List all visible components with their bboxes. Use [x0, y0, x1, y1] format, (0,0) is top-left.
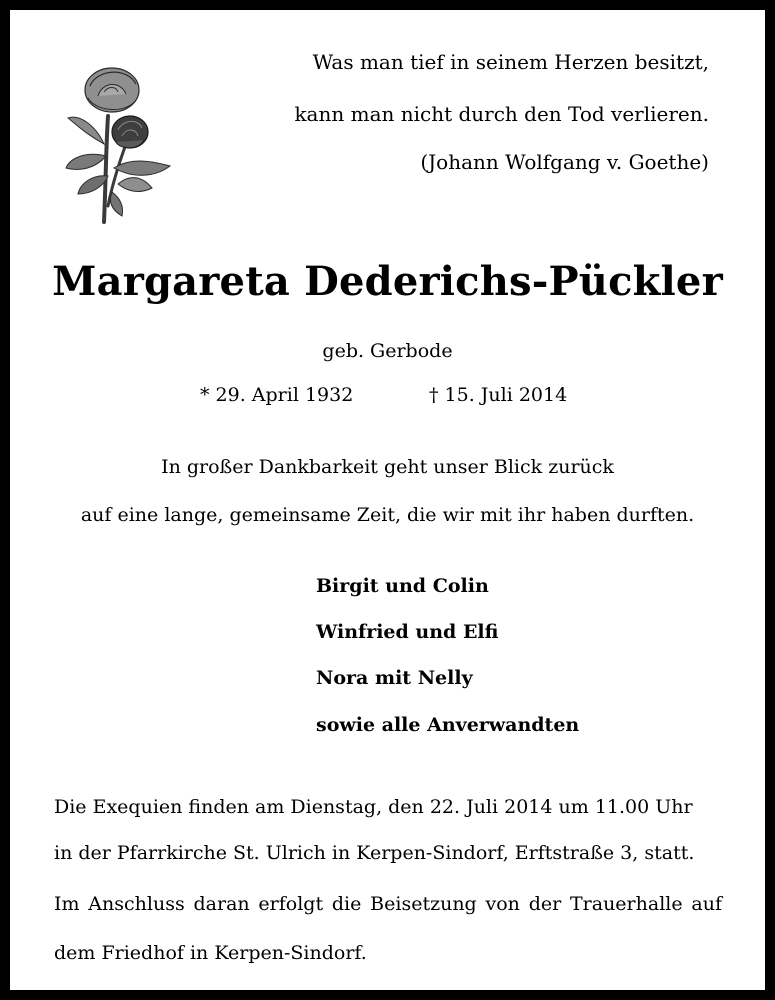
thanks-line-2: auf eine lange, gemeinsame Zeit, die wir mit ihr haben durften.	[80, 504, 695, 526]
birth-date: * 29. April 1932	[200, 384, 354, 406]
quote-author: (Johann Wolfgang v. Goethe)	[420, 150, 709, 174]
mourner-name: Birgit und Colin	[316, 575, 489, 597]
quote-line-2: kann man nicht durch den Tod verlieren.	[294, 102, 709, 126]
maiden-name: geb. Gerbode	[322, 340, 453, 362]
mourner-name: sowie alle Anverwandten	[316, 714, 580, 736]
mourner-name: Nora mit Nelly	[316, 667, 473, 689]
death-date: † 15. Juli 2014	[429, 384, 568, 406]
service-line-2: in der Pfarrkirche St. Ulrich in Kerpen-Sindorf, Erftstraße 3, statt.	[54, 842, 695, 864]
roses-illustration	[56, 56, 171, 224]
quote-line-1: Was man tief in seinem Herzen besitzt,	[312, 50, 709, 74]
deceased-name: Margareta Dederichs-Pückler	[52, 258, 723, 305]
thanks-line-1: In großer Dankbarkeit geht unser Blick zurück	[161, 456, 614, 478]
service-line-1: Die Exequien finden am Dienstag, den 22. Juli 2014 um 11.00 Uhr	[54, 796, 693, 818]
service-line-4: dem Friedhof in Kerpen-Sindorf.	[54, 942, 367, 964]
service-line-3: Im Anschluss daran erfolgt die Beisetzung von der Trauerhalle auf	[54, 893, 722, 915]
mourner-name: Winfried und Elfi	[316, 621, 499, 643]
